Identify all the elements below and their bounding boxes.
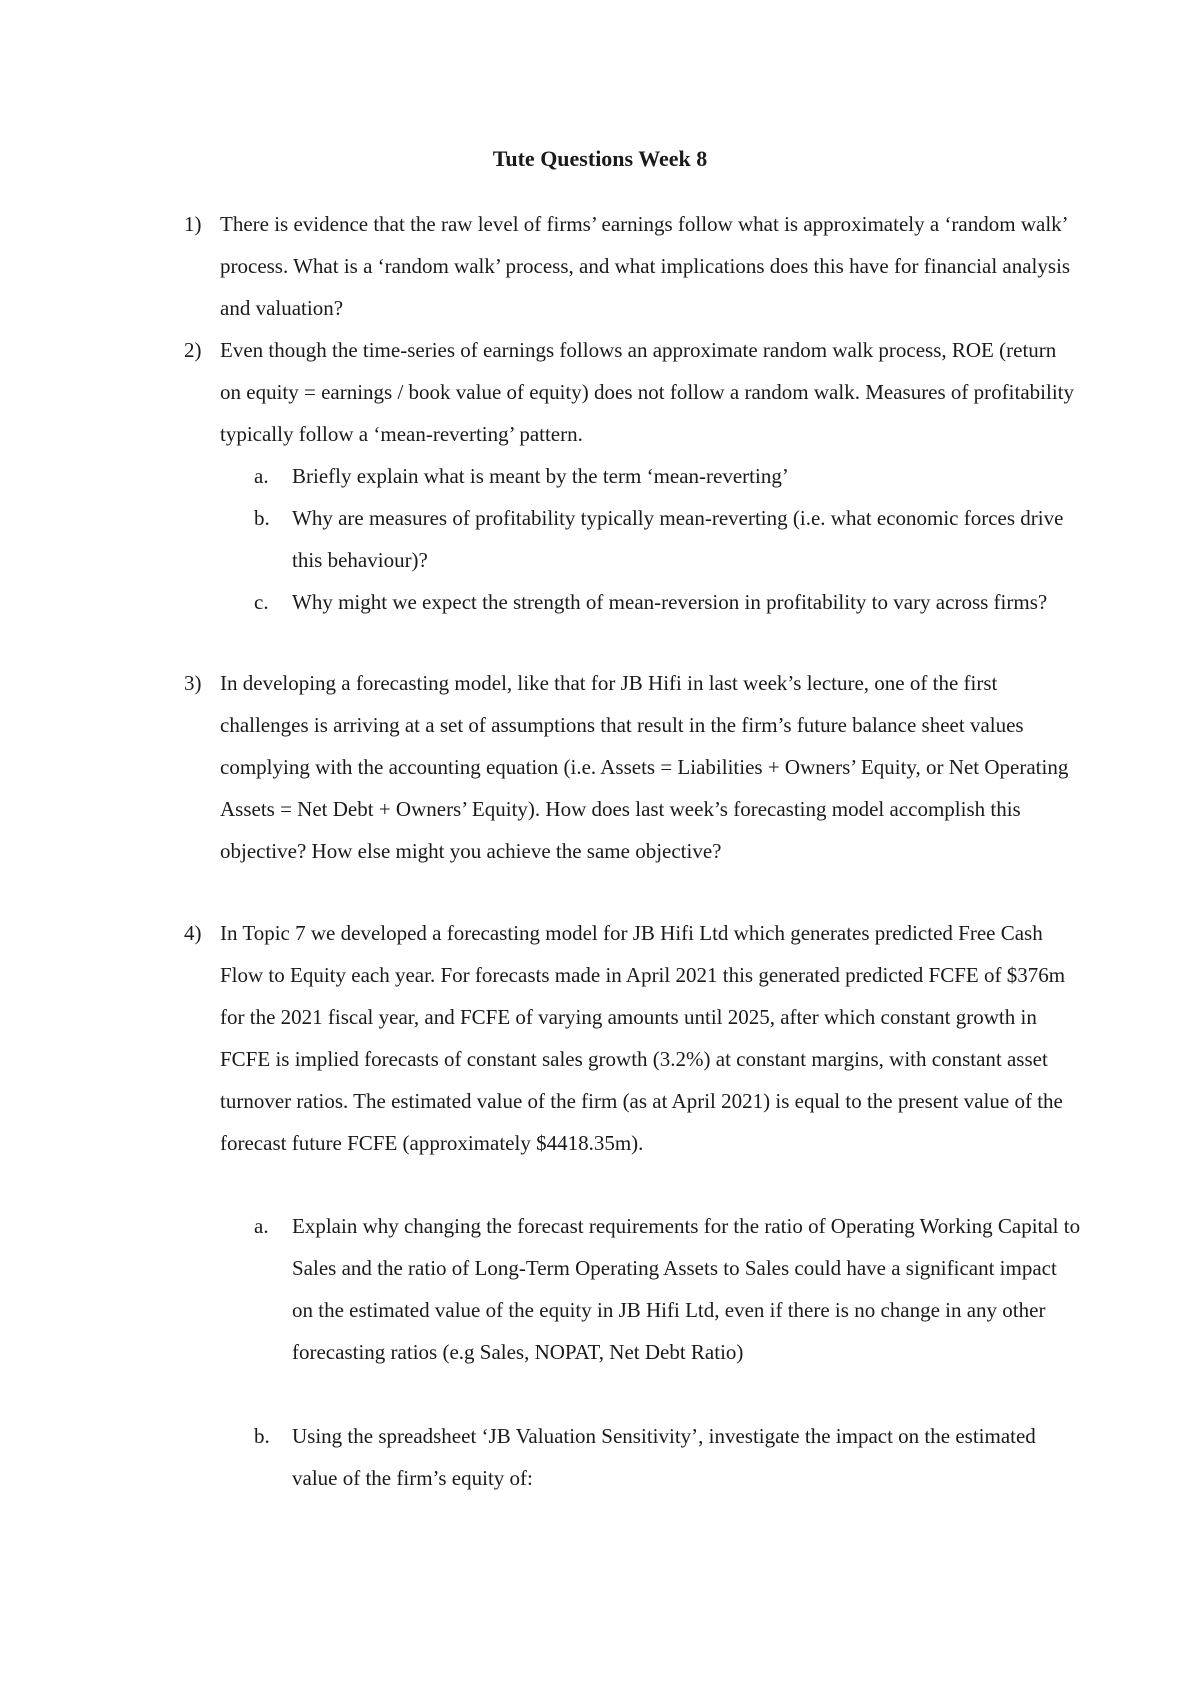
question-4-number: 4) bbox=[184, 921, 202, 945]
question-3-text: In developing a forecasting model, like that for JB Hifi in last week’s lecture, one of the first challenges is arriving at a set of assumptions that result in the firm’s future balance sheet values complying with the accounting equation (i.e. Assets = Liabilities + Owners’ Equity, or Net Operating Assets = Net Debt + Owners’ Equity). How does last week’s forecasting model accomplish this objective? How else might you achieve the same objective? bbox=[220, 671, 1069, 863]
question-2-text: Even though the time-series of earnings follows an approximate random walk process, ROE (return on equity = earnings / book value of equity) does not follow a random walk. Measures of profitability typically follow a ‘mean-reverting’ pattern. bbox=[220, 338, 1074, 446]
question-4-text: In Topic 7 we developed a forecasting model for JB Hifi Ltd which generates predicted Free Cash Flow to Equity each year. For forecasts made in April 2021 this generated predicted FCFE of $376m for the 2021 fiscal year, and FCFE of varying amounts until 2025, after which constant growth in FCFE is implied forecasts of constant sales growth (3.2%) at constant margins, with constant asset turnover ratios. The estimated value of the firm (as at April 2021) is equal to the present value of the forecast future FCFE (approximately $4418.35m). bbox=[220, 921, 1066, 1155]
question-1-text: There is evidence that the raw level of firms’ earnings follow what is approximately a ‘random walk’ process. What is a ‘random walk’ process, and what implications does this have for financial analysis and valuation? bbox=[220, 212, 1071, 320]
question-1-number: 1) bbox=[184, 212, 202, 236]
question-2c-text: Why might we expect the strength of mean-reversion in profitability to vary across firms? bbox=[292, 590, 1048, 614]
page-title: Tute Questions Week 8 bbox=[492, 146, 708, 171]
question-2a-text: Briefly explain what is meant by the term ‘mean-reverting’ bbox=[292, 464, 789, 488]
question-4a-text: Explain why changing the forecast requirements for the ratio of Operating Working Capital to Sales and the ratio of Long-Term Operating Assets to Sales could have a significant impact on the estimated value of the equity in JB Hifi Ltd, even if there is no change in any other forecasting ratios (e.g Sales, NOPAT, Net Debt Ratio) bbox=[292, 1214, 1081, 1364]
question-2-number: 2) bbox=[184, 338, 202, 362]
question-4a-label: a. bbox=[254, 1214, 269, 1238]
question-2a-label: a. bbox=[254, 464, 269, 488]
question-4b-label: b. bbox=[254, 1424, 270, 1448]
question-4b-text: Using the spreadsheet ‘JB Valuation Sensitivity’, investigate the impact on the estimated value of the firm’s equity of: bbox=[292, 1424, 1036, 1490]
question-2b-text: Why are measures of profitability typically mean-reverting (i.e. what economic forces drive this behaviour)? bbox=[292, 506, 1064, 572]
question-2b-label: b. bbox=[254, 506, 270, 530]
question-2c-label: c. bbox=[254, 590, 269, 614]
question-3-number: 3) bbox=[184, 671, 202, 695]
